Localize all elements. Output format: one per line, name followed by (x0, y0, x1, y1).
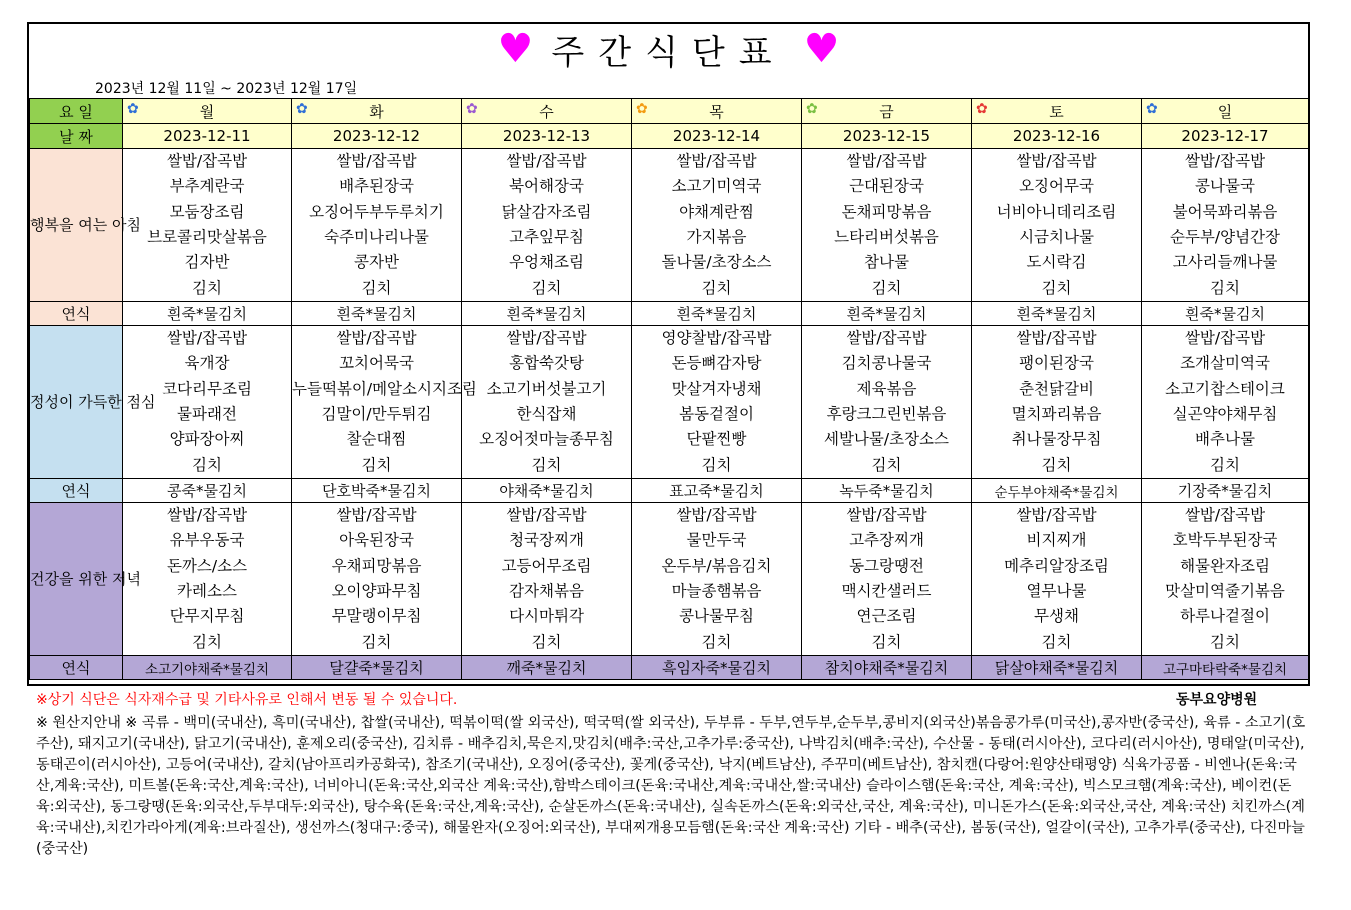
menu-item: 콩나물무침 (679, 607, 754, 626)
menu-item: 메추리알장조림 (1004, 556, 1109, 575)
menu-item: 닭살감자조림 (501, 202, 592, 221)
menu-item: 해물완자조림 (1180, 556, 1270, 575)
menu-item: 소고기버섯불고기 (486, 379, 607, 398)
snack-cell: 야채죽*물김치 (462, 479, 632, 503)
menu-item: 김치 (701, 455, 732, 474)
menu-item: 쌀밥/잡곡밥 (166, 152, 248, 171)
snack-label: 연식 (30, 302, 123, 326)
menu-item: 소고기찹스테이크 (1165, 379, 1285, 398)
snack-label: 연식 (30, 656, 123, 680)
origin-info: ※ 원산지안내 ※ 곡류 - 백미(국내산), 흑미(국내산), 찹쌀(국내산), 떡볶이떡(쌀 외국산), 떡국떡(쌀 외국산), 두부류 - 두부,연두부,순두부,콩비지(외국산)볶음콩가루(미국산),콩자반(중국산), 육류 - 소고기(호주산), 돼지고기(국내산), 닭고기(국내산), 훈제오리(중국산), 김치류 - 배추김치,묵은지,맛김치(배추:국산,고추가루:중국산), 나박김치(배추:국산), 수산물 - 동태(러시아산), 코다리(러시아산), 명태알(미국산), 동태곤이(러시아산), 고등어(국내산), 갈치(남아프리카공화국), 참조기(국내산), 오징어(중국산), 꽃게(중국산), 낙지(베트남산), 주꾸미(베트남산), 참치캔(다랑어:원양산태평양) 식육가공품 - 비엔나(돈육:국산,계육:국산), 미트볼(돈육:국산,계육:국산), 너비아니(돈육:국산,외국산 계육:국산),함박스테이크(돈육:국내산,계육:국내산,쌀:국내산) 슬라이스햄(돈육:국산, 계육:국산), 빅스모크햄(계육:국산), 베이컨(돈육:외국산), 동그랑땡(돈육:외국산,두부대두:외국산), 탕수육(돈육:국산,계육:국산), 순살돈까스(돈육:국내산), 실속돈까스(돈육:외국산,국산, 계육:국산), 미니돈가스(돈육:외국산,국산, 계육:국산) 치킨까스(계육:국내산),치킨가라아게(계육:브라질산), 생선까스(청대구:중국), 해물완자(오징어:외국산), 부대찌개용모듬햄(돈육:국산 계육:국산) 기타 - 배추(국산), 봄동(국산), 얼갈이(국산), 고추가루(중국산), 다진마늘(중국산) (36, 715, 1306, 857)
menu-item: 육개장 (184, 354, 230, 373)
meal-cell (1142, 326, 1309, 479)
menu-item: 쌀밥/잡곡밥 (846, 329, 927, 348)
menu-item: 쌀밥/잡곡밥 (846, 506, 927, 525)
menu-item: 청국장찌개 (509, 531, 584, 550)
menu-item: 김치 (361, 632, 392, 651)
heart-icon: ♥ (497, 26, 534, 72)
menu-item: 우채피망볶음 (331, 556, 422, 575)
menu-item: 마늘종햄볶음 (671, 582, 762, 600)
snack-cell: 흰죽*물김치 (123, 302, 292, 326)
meal-cell (1142, 503, 1309, 656)
menu-item: 세발나물/초장소스 (823, 430, 949, 449)
page-title: 주간식단표 (551, 32, 786, 73)
day-header-cell (123, 99, 292, 124)
menu-item: 김치 (1210, 455, 1240, 474)
meal-cell (462, 149, 632, 302)
notice-text: ※상기 식단은 식자재수급 및 기타사유로 인해서 변동 될 수 있습니다. (36, 692, 458, 708)
menu-item: 맥시칸샐러드 (841, 582, 932, 600)
date-range: 2023년 12월 11일 ~ 2023년 12월 17일 (95, 81, 358, 97)
menu-item: 온두부/볶음김치 (661, 556, 772, 575)
snack-cell: 흑임자죽*물김치 (632, 656, 802, 680)
menu-item: 숙주미나리나물 (324, 228, 429, 246)
menu-item: 김치 (531, 455, 562, 474)
snack-cell: 단호박죽*물김치 (292, 479, 462, 503)
snack-cell: 기장죽*물김치 (1142, 479, 1309, 503)
dinner-meal-row (30, 503, 1309, 656)
menu-item: 근대된장국 (849, 177, 924, 196)
menu-item: 김치 (871, 278, 902, 297)
menu-item: 김치 (192, 278, 222, 297)
day-header-cell (972, 99, 1142, 124)
menu-item: 쌀밥/잡곡밥 (676, 506, 757, 525)
menu-item: 유부우동국 (169, 531, 245, 550)
menu-item: 김치 (1210, 278, 1240, 297)
menu-item: 가지볶음 (686, 228, 747, 246)
menu-item: 우엉채조림 (509, 253, 584, 272)
meal-cell (972, 503, 1142, 656)
meal-cell (1142, 149, 1309, 302)
menu-item: 너비아니데리조림 (996, 202, 1117, 221)
snack-cell: 고구마타락죽*물김치 (1142, 656, 1309, 680)
menu-item: 콩나물국 (1195, 177, 1255, 196)
snack-label: 연식 (30, 479, 123, 503)
menu-item: 춘천닭갈비 (1019, 379, 1094, 398)
menu-item: 느타리버섯볶음 (834, 228, 939, 246)
menu-item: 모둠장조림 (169, 202, 245, 221)
flower-icon: ✿ (636, 101, 648, 117)
day-name: 수 (539, 102, 554, 121)
meal-cell (462, 503, 632, 656)
snack-cell: 흰죽*물김치 (292, 302, 462, 326)
date-header-cell: 2023-12-15 (802, 124, 972, 149)
meal-cell (292, 326, 477, 479)
menu-item: 쌀밥/잡곡밥 (336, 329, 417, 348)
date-header-cell: 2023-12-11 (123, 124, 292, 149)
menu-item: 쌀밥/잡곡밥 (336, 152, 417, 171)
menu-item: 멸치꽈리볶음 (1011, 405, 1102, 423)
menu-sheet (27, 22, 1310, 686)
menu-item: 영양찰밥/잡곡밥 (661, 329, 772, 348)
menu-item: 고등어무조림 (501, 556, 592, 575)
menu-item: 소고기미역국 (671, 177, 762, 196)
menu-item: 김치 (192, 455, 222, 474)
meal-cell (632, 149, 802, 302)
snack-cell: 참치야채죽*물김치 (802, 656, 972, 680)
menu-item: 꼬치어묵국 (339, 354, 414, 373)
menu-item: 누들떡볶이/메알소시지조림 (292, 379, 477, 398)
menu-item: 오징어두부두루치기 (309, 202, 444, 221)
snack-cell: 달걀죽*물김치 (292, 656, 462, 680)
meal-cell (123, 149, 292, 302)
menu-item: 김치 (871, 632, 902, 651)
menu-item: 김치콩나물국 (841, 354, 932, 373)
menu-item: 오징어무국 (1019, 177, 1094, 196)
lunch-snack-row (30, 479, 1309, 503)
menu-item: 조개살미역국 (1180, 354, 1270, 373)
date-header-cell: 2023-12-16 (972, 124, 1142, 149)
snack-cell: 표고죽*물김치 (632, 479, 802, 503)
menu-item: 무말랭이무침 (331, 607, 422, 626)
menu-item: 제육볶음 (856, 379, 917, 398)
hospital-name: 동부요양병원 (1176, 692, 1258, 708)
menu-item: 단팥찐빵 (686, 430, 747, 449)
menu-item: 카레소스 (177, 582, 237, 600)
snack-cell: 흰죽*물김치 (972, 302, 1142, 326)
menu-item: 콩자반 (354, 253, 399, 272)
menu-item: 쌀밥/잡곡밥 (506, 152, 587, 171)
menu-item: 김치 (1041, 278, 1072, 297)
menu-item: 연근조림 (856, 607, 917, 626)
menu-item: 시금치나물 (1019, 228, 1094, 246)
snack-cell: 녹두죽*물김치 (802, 479, 972, 503)
menu-item: 김치 (701, 632, 732, 651)
menu-item: 돈채피망볶음 (841, 202, 932, 221)
menu-item: 쌀밥/잡곡밥 (1184, 329, 1266, 348)
menu-item: 도시락김 (1026, 253, 1087, 272)
menu-item: 코다리무조림 (162, 379, 252, 398)
dinner-label: 건강을 위한 저녁 (30, 503, 123, 656)
menu-item: 쌀밥/잡곡밥 (1016, 329, 1097, 348)
menu-item: 호박두부된장국 (1172, 531, 1278, 550)
menu-item: 홍합쑥갓탕 (509, 354, 584, 373)
menu-item: 비지찌개 (1026, 531, 1087, 550)
date-header-cell: 2023-12-14 (632, 124, 802, 149)
menu-item: 김말이/만두튀김 (321, 405, 432, 423)
dinner-snack-row (30, 656, 1309, 680)
menu-item: 돌나물/초장소스 (661, 253, 772, 272)
menu-item: 동그랑땡전 (849, 556, 924, 575)
meal-cell (632, 503, 802, 656)
menu-item: 김치 (871, 455, 902, 474)
menu-item: 불어묵꽈리볶음 (1172, 202, 1278, 221)
meal-cell (802, 326, 972, 479)
day-name: 금 (879, 102, 894, 121)
menu-item: 취나물장무침 (1011, 430, 1102, 449)
meal-cell (292, 149, 462, 302)
day-name: 토 (1049, 102, 1064, 121)
day-header-cell (462, 99, 632, 124)
menu-item: 고사리들깨나물 (1172, 253, 1278, 272)
menu-item: 오이양파무침 (331, 582, 422, 600)
snack-cell: 소고기야채죽*물김치 (123, 656, 292, 680)
date-header-cell: 2023-12-12 (292, 124, 462, 149)
day-header-cell (1142, 99, 1309, 124)
menu-item: 양파장아찌 (169, 430, 245, 449)
menu-item: 오징어젓마늘종무침 (479, 430, 614, 449)
menu-item: 김치 (1210, 632, 1240, 651)
snack-cell: 콩죽*물김치 (123, 479, 292, 503)
menu-item: 아욱된장국 (339, 531, 414, 550)
menu-item: 김치 (531, 632, 562, 651)
meal-cell (123, 503, 292, 656)
flower-icon: ✿ (976, 101, 988, 117)
menu-item: 다시마튀각 (509, 607, 584, 626)
menu-item: 순두부/양념간장 (1169, 228, 1281, 246)
snack-cell: 흰죽*물김치 (802, 302, 972, 326)
meal-cell (632, 326, 802, 479)
flower-icon: ✿ (1146, 101, 1158, 117)
snack-cell: 순두부야채죽*물김치 (972, 479, 1142, 503)
menu-item: 쌀밥/잡곡밥 (676, 152, 757, 171)
menu-item: 물파래전 (177, 405, 237, 423)
date-label-cell: 날 짜 (30, 124, 123, 149)
menu-item: 쌀밥/잡곡밥 (506, 506, 587, 525)
menu-item: 단무지무침 (169, 607, 245, 626)
day-row (30, 99, 1309, 124)
meal-cell (972, 326, 1142, 479)
weekly-menu-table (29, 98, 1309, 680)
day-header-cell (292, 99, 462, 124)
date-row (30, 124, 1309, 149)
morning-snack-row (30, 302, 1309, 326)
menu-item: 감자채볶음 (509, 582, 584, 600)
menu-item: 돈등뼈감자탕 (671, 354, 762, 373)
snack-cell: 흰죽*물김치 (632, 302, 802, 326)
flower-icon: ✿ (127, 101, 139, 117)
menu-item: 열무나물 (1026, 582, 1087, 600)
day-header-cell (802, 99, 972, 124)
date-header-cell: 2023-12-17 (1142, 124, 1309, 149)
title-area (29, 24, 1308, 74)
snack-cell: 깨죽*물김치 (462, 656, 632, 680)
menu-item: 하루나겉절이 (1180, 607, 1270, 626)
menu-item: 김치 (1041, 632, 1072, 651)
menu-item: 실곤약야채무침 (1172, 405, 1278, 423)
menu-item: 고추장찌개 (849, 531, 924, 550)
day-name: 목 (709, 102, 724, 121)
menu-item: 맛살미역줄기볶음 (1165, 582, 1285, 600)
menu-item: 참나물 (864, 253, 909, 272)
menu-item: 고추잎무침 (509, 228, 584, 246)
lunch-meal-row (30, 326, 1309, 479)
menu-item: 한식잡채 (516, 405, 577, 423)
day-name: 일 (1217, 102, 1233, 121)
morning-label: 행복을 여는 아침 (30, 149, 123, 302)
menu-item: 후랑크그린빈볶음 (826, 405, 947, 423)
menu-item: 돈까스/소스 (166, 556, 248, 575)
meal-cell (802, 503, 972, 656)
menu-item: 부추계란국 (169, 177, 245, 196)
meal-cell (292, 503, 462, 656)
menu-item: 김치 (192, 632, 222, 651)
menu-item: 쌀밥/잡곡밥 (1184, 152, 1266, 171)
day-name: 화 (369, 102, 384, 121)
menu-item: 쌀밥/잡곡밥 (506, 329, 587, 348)
snack-cell: 흰죽*물김치 (462, 302, 632, 326)
flower-icon: ✿ (466, 101, 478, 117)
flower-icon: ✿ (806, 101, 818, 117)
day-label-cell: 요 일 (30, 99, 123, 124)
lunch-label: 정성이 가득한 점심 (30, 326, 123, 479)
menu-item: 쌀밥/잡곡밥 (1016, 152, 1097, 171)
heart-icon: ♥ (803, 26, 840, 72)
menu-item: 북어해장국 (509, 177, 584, 196)
day-name: 월 (199, 102, 215, 121)
snack-cell: 닭살야채죽*물김치 (972, 656, 1142, 680)
menu-item: 김치 (361, 278, 392, 297)
day-header-cell (632, 99, 802, 124)
snack-cell: 흰죽*물김치 (1142, 302, 1309, 326)
meal-cell (462, 326, 632, 479)
menu-item: 김치 (1041, 455, 1072, 474)
menu-item: 야채계란찜 (679, 202, 754, 221)
menu-item: 쌀밥/잡곡밥 (1184, 506, 1266, 525)
menu-item: 김치 (531, 278, 562, 297)
menu-item: 팽이된장국 (1019, 354, 1094, 373)
menu-item: 맛살겨자냉채 (671, 379, 762, 398)
menu-item: 김자반 (184, 253, 230, 272)
menu-item: 배추된장국 (339, 177, 414, 196)
menu-item: 쌀밥/잡곡밥 (1016, 506, 1097, 525)
menu-item: 쌀밥/잡곡밥 (166, 329, 248, 348)
meal-cell (972, 149, 1142, 302)
meal-cell (802, 149, 972, 302)
date-header-cell: 2023-12-13 (462, 124, 632, 149)
menu-item: 봄동겉절이 (679, 405, 754, 423)
menu-item: 찰순대찜 (346, 430, 407, 449)
menu-item: 김치 (361, 455, 392, 474)
flower-icon: ✿ (296, 101, 308, 117)
menu-item: 배추나물 (1195, 430, 1255, 449)
menu-item: 쌀밥/잡곡밥 (846, 152, 927, 171)
menu-item: 김치 (701, 278, 732, 297)
menu-item: 쌀밥/잡곡밥 (166, 506, 248, 525)
menu-item: 브로콜리맛살볶음 (147, 228, 267, 246)
morning-meal-row (30, 149, 1309, 302)
menu-item: 무생채 (1034, 607, 1079, 626)
menu-item: 쌀밥/잡곡밥 (336, 506, 417, 525)
menu-item: 물만두국 (686, 531, 747, 550)
